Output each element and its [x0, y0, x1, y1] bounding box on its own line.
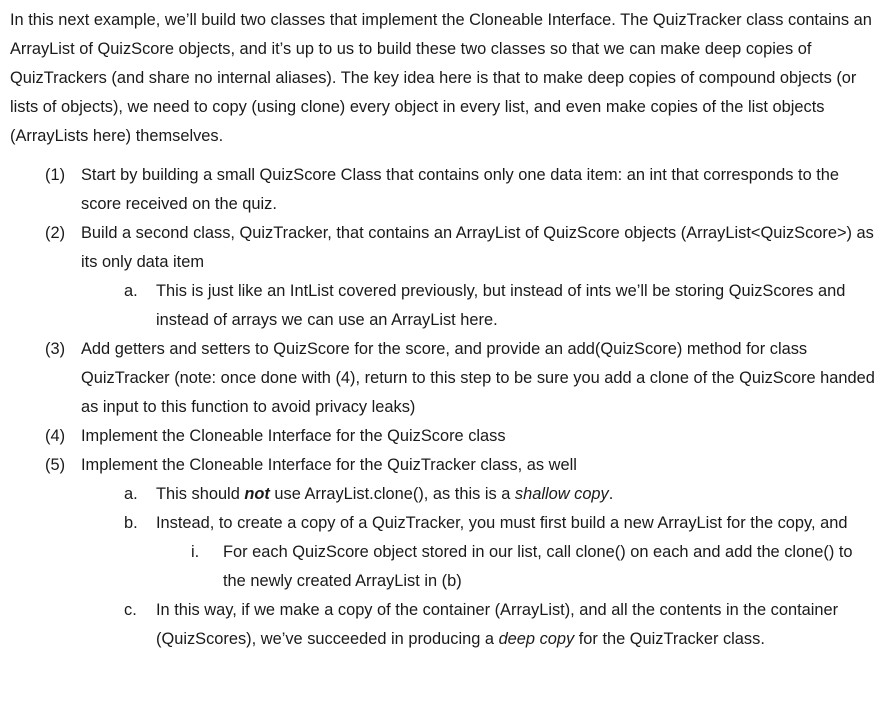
- step-5b: [10, 509, 879, 538]
- step-number: (4): [45, 427, 66, 445]
- step-text: Instead, to create a copy of a QuizTracker, you must first build a new ArrayList for the copy, and: [156, 514, 848, 532]
- step-3: [10, 335, 879, 422]
- step-number: (2): [45, 224, 66, 242]
- step-5c: [10, 596, 879, 654]
- step-text: For each QuizScore object stored in our list, call clone() on each and add the clone() to the newly created ArrayList in (b): [223, 543, 853, 590]
- step-text: [156, 596, 879, 654]
- step-text: Implement the Cloneable Interface for the QuizTracker class, as well: [81, 456, 577, 474]
- emphasis-deep-copy: deep copy: [498, 630, 575, 648]
- step-1: [10, 161, 879, 219]
- step-text: Add getters and setters to QuizScore for the score, and provide an add(QuizScore) method for class QuizTracker (note: once done with (4), return to this step to be sure you add a clone of the QuizScore handed as input to this function to avoid privacy leaks): [81, 340, 875, 416]
- step-text: Implement the Cloneable Interface for the QuizScore class: [81, 427, 506, 445]
- step-5a: [10, 480, 879, 509]
- text-run: .: [608, 485, 614, 503]
- intro-paragraph: In this next example, we’ll build two classes that implement the Cloneable Interface. The QuizTracker class contains an ArrayList of QuizScore objects, and it’s up to us to build these two classes so that we can make deep copies of QuizTrackers (and share no internal aliases). The key idea here is that to make deep copies of compound objects (or lists of objects), we need to copy (using clone) every object in every list, and even make copies of the list objects (ArrayLists here) themselves.: [10, 11, 872, 145]
- text-run: This should: [156, 485, 245, 503]
- step-number: (3): [45, 340, 66, 358]
- step-2: [10, 219, 879, 277]
- step-text: Build a second class, QuizTracker, that contains an ArrayList of QuizScore objects (ArrayList<QuizScore>) as its only data item: [81, 224, 874, 271]
- step-5: [10, 451, 879, 480]
- step-number: c.: [124, 601, 137, 619]
- steps-list: [10, 161, 879, 654]
- step-5b-i: [10, 538, 879, 596]
- step-number: a.: [124, 485, 138, 503]
- step-number: (5): [45, 456, 66, 474]
- step-number: a.: [124, 282, 138, 300]
- emphasis-not: not: [244, 485, 270, 503]
- step-4: [10, 422, 879, 451]
- step-2a: [10, 277, 879, 335]
- step-number: (1): [45, 166, 66, 184]
- text-run: use ArrayList.clone(), as this is a: [269, 485, 515, 503]
- emphasis-shallow-copy: shallow copy: [514, 485, 609, 503]
- step-number: b.: [124, 514, 138, 532]
- text-run: In this way, if we make a copy of the container (ArrayList), and all the contents in the container (QuizScores), we’ve succeeded in producing a: [156, 601, 839, 648]
- text-run: for the QuizTracker class.: [574, 630, 765, 648]
- step-number: i.: [191, 543, 200, 561]
- step-text: This is just like an IntList covered previously, but instead of ints we’ll be storing QuizScores and instead of arrays we can use an ArrayList here.: [156, 282, 846, 329]
- step-text: Start by building a small QuizScore Class that contains only one data item: an int that corresponds to the score received on the quiz.: [81, 166, 840, 213]
- step-text: [156, 480, 879, 509]
